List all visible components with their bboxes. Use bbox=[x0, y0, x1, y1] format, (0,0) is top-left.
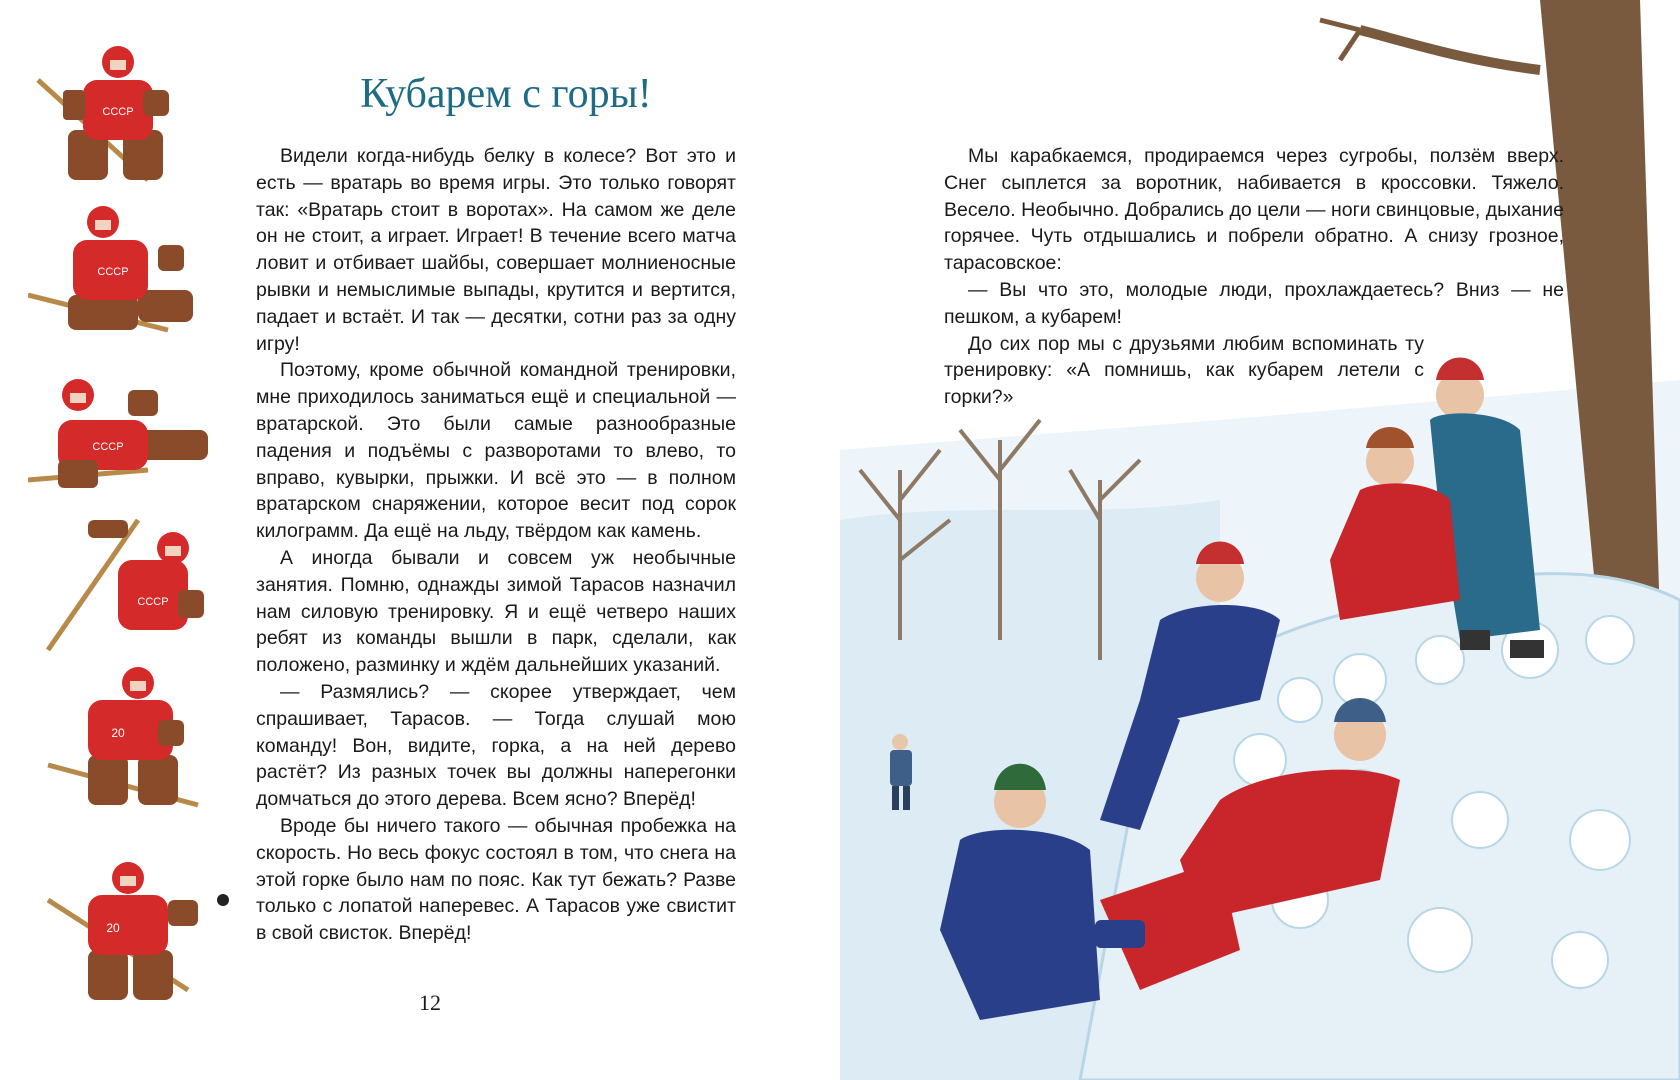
goalie-figure bbox=[28, 665, 238, 815]
left-body-text bbox=[256, 143, 736, 947]
jersey-label: СССР bbox=[137, 596, 169, 608]
goalie-illustration-strip bbox=[28, 40, 238, 1000]
paragraph: До сих пор мы с друзьями любим вспоминать ту тренировку: «А помнишь, как кубарем летели с горки?» bbox=[944, 332, 1424, 409]
jersey-label: СССР bbox=[97, 266, 129, 278]
goalie-figure bbox=[28, 510, 238, 660]
paragraph: Вроде бы ничего такого — обычная пробежка на скорость. Но весь фокус состоял в том, что снега на этой горке было нам по пояс. Как тут бежать? Разве только с лопатой наперевес. А Тарасов уже свистит в свой свисток. Вперёд! bbox=[256, 814, 736, 945]
right-body-text bbox=[944, 143, 1564, 411]
paragraph: — Размялись? — скорее утверждает, чем спрашивает, Тарасов. — Тогда слушай мою команду! Вон, видите, горка, а на ней дерево растёт? Из разных точек вы должны наперегонки домчаться до этого дерева. Всем ясно? Вперёд! bbox=[256, 680, 736, 811]
page-title: Кубарем с горы! bbox=[360, 71, 652, 117]
goalie-figure bbox=[28, 40, 238, 190]
goalie-figure bbox=[28, 360, 238, 510]
paragraph: Видели когда-нибудь белку в колесе? Вот это и есть — вратарь во время игры. Это только говорят так: «Вратарь стоит в воротах». На самом же деле он не стоит, а играет. Играет! В течение всего матча ловит и отбивает шайбы, совершает молниеносные рывки и немыслимые выпады, крутится и вертится, падает и встаёт. И так — десятки, сотни раз за одну игру! bbox=[256, 145, 736, 355]
paragraph: — Вы что это, молодые люди, прохлаждаетесь? Вниз — не пешком, а кубарем! bbox=[944, 278, 1564, 328]
goalie-figure bbox=[28, 200, 238, 350]
jersey-number: 20 bbox=[111, 726, 125, 740]
paragraph: Поэтому, кроме обычной командной тренировки, мне приходилось заниматься ещё и специальной — вратарской. Это были самые разнообразные падения и подъёмы с разворотами то влево, то вправо, кувырки, прыжки. И всё это — в полном вратарском снаряжении, которое весит под сорок килограмм. Да ещё на льду, твёрдом как камень. bbox=[256, 359, 736, 543]
jersey-label: СССР bbox=[102, 106, 134, 118]
right-page bbox=[840, 0, 1680, 1080]
goalie-figure bbox=[28, 860, 238, 1010]
paragraph: А иногда бывали и совсем уж необычные занятия. Помню, однажды зимой Тарасов назначил нам силовую тренировку. Я и ещё четверо наших ребят из команды вышли в парк, сделали, как положено, разминку и ждём дальнейших указаний. bbox=[256, 546, 736, 677]
paragraph: Мы карабкаемся, продираемся через сугробы, ползём вверх. Снег сыплется за воротник, набивается в кроссовки. Тяжело. Весело. Необычно. Добрались до цели — ноги свинцовые, дыхание горячее. Чуть отдышались и побрели обратно. А снизу грозное, тарасовское: bbox=[944, 145, 1564, 275]
page-number: 12 bbox=[419, 990, 441, 1015]
jersey-label: СССР bbox=[92, 441, 124, 453]
jersey-number: 20 bbox=[106, 921, 120, 935]
